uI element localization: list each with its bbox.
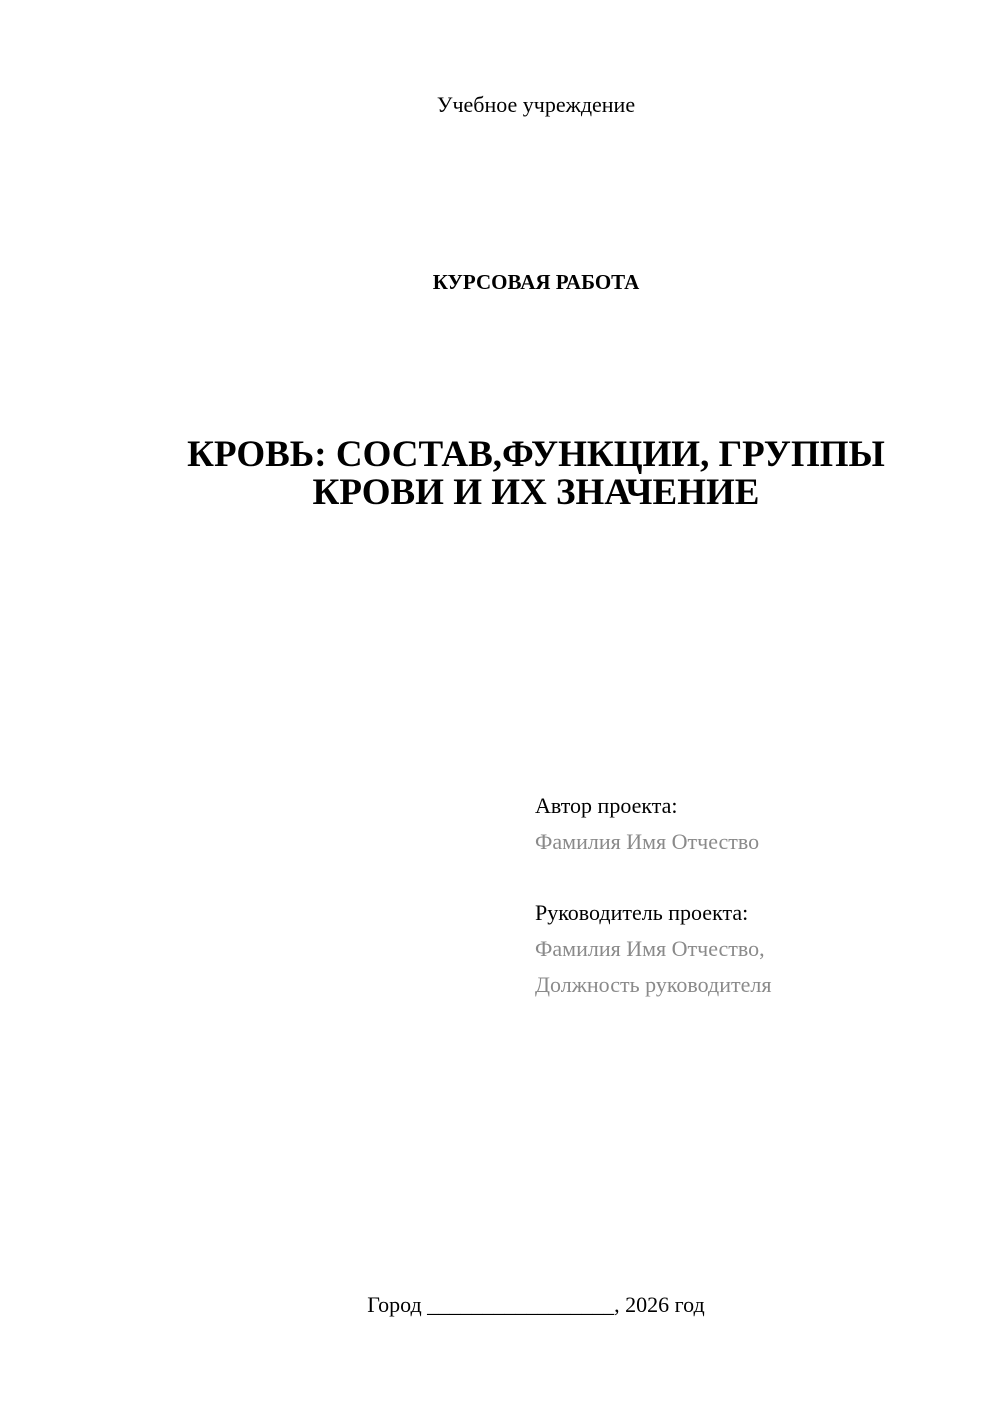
author-label: Автор проекта:: [535, 793, 678, 818]
author-name: Фамилия Имя Отчество: [535, 829, 760, 854]
document-title-line-2: КРОВИ И ИХ ЗНАЧЕНИЕ: [312, 472, 760, 513]
document-title: [100, 436, 972, 512]
institution-name: Учебное учреждение: [436, 92, 636, 117]
document-type: КУРСОВАЯ РАБОТА: [432, 270, 640, 294]
document-title-line-1: КРОВЬ: СОСТАВ,ФУНКЦИИ, ГРУППЫ: [187, 434, 885, 475]
supervisor-name: Фамилия Имя Отчество,: [535, 936, 765, 961]
city-year-line: Город _________________, 2026 год: [367, 1292, 705, 1317]
supervisor-label: Руководитель проекта:: [535, 900, 749, 925]
supervisor-position: Должность руководителя: [535, 972, 772, 997]
credits-block: [535, 788, 975, 1003]
credits-spacer: [535, 860, 975, 895]
